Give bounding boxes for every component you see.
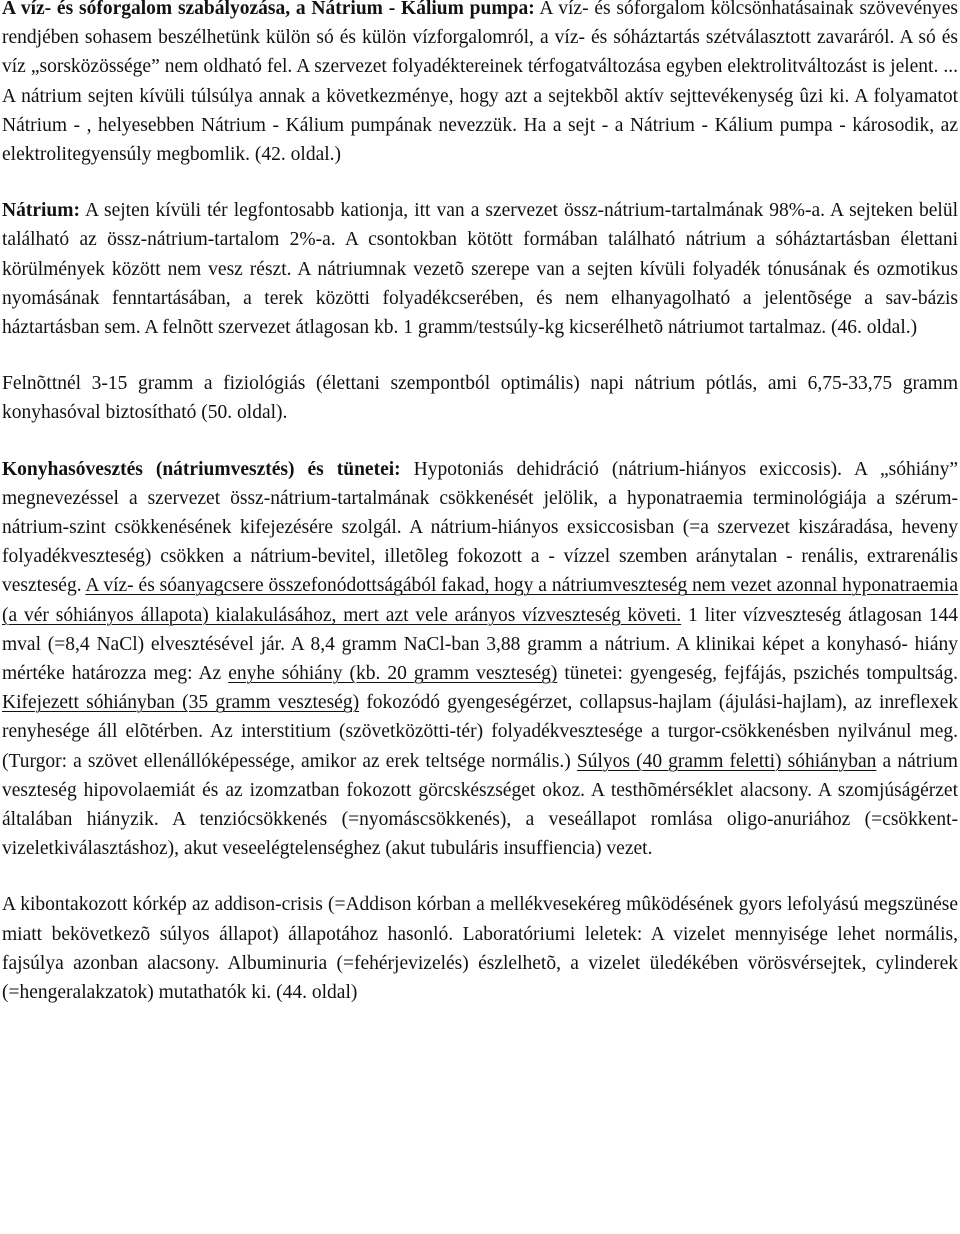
- paragraph-text: tünetei: gyengeség, fejfájás, pszichés tompultság.: [557, 663, 958, 685]
- paragraph-text: Hypotoniás dehidráció (nátrium-hiányos exiccosis). A „sóhiány” megnevezéssel a szervezet össz-nátrium-tartalmának csökkenését jelölik, a hyponatraemia terminológiája a szérum-nátrium-szint csökkenésének kifejezésére szolgál. A nátrium-hiányos exsiccosisban (=a szervezet kiszáradása, heveny folyadékveszteség) csökken a nátrium-bevitel, illetõleg fokozott a - vízzel szemben aránytalan - renális, extrarenális veszteség.: [2, 458, 958, 597]
- heading-salt-loss: Konyhasóvesztés (nátriumvesztés) és tünetei:: [2, 458, 401, 480]
- paragraph-salt-loss: [2, 455, 958, 864]
- heading-sodium: Nátrium:: [2, 200, 80, 222]
- paragraph-sodium: [2, 196, 958, 342]
- heading-sodium-potassium-pump: A víz- és sóforgalom szabályozása, a Nátrium - Kálium pumpa:: [2, 0, 535, 19]
- paragraph-text: 1 liter vízveszteség átlagosan 144 mval (=8,4 NaCl) elvesztésével jár. A 8,4 gramm NaCl-ban 3,88 gramm a nátrium. A klinikai képet a konyhasó- hiány mértéke határozza meg: Az: [2, 604, 958, 685]
- paragraph-text: A sejten kívüli tér legfontosabb kationja, itt van a szervezet össz-nátrium-tartalmának 98%-a. A sejteken belül található az össz-nátrium-tartalom 2%-a. A csontokban kötött formában található nátrium a sóháztartásban élettani körülmények között nem vesz részt. A nátriumnak vezetõ szerepe van a sejten kívüli folyadék tónusának és ozmotikus nyomásának fenntartásában, a terek közötti folyadékcserében, és nem elhanyagolható a jelentõsége a sav-bázis háztartásban sem. A felnõtt szervezet átlagosan kb. 1 gramm/testsúly-kg kicserélhetõ nátriumot tartalmaz. (46. oldal.): [2, 200, 958, 339]
- paragraph-daily-intake: [2, 369, 958, 427]
- paragraph-text: A víz- és sóforgalom kölcsönhatásainak szövevényes rendjében sohasem beszélhetünk külön só és külön vízforgalomról, a víz- és sóháztartás szétválasztott zavaráról. A só és víz „sorsközössége” nem oldható fel. A szervezet folyadéktereinek térfogatváltozása egyben elektrolitváltozást is jelent. ... A nátrium sejten kívüli túlsúlya annak a következménye, hogy azt a sejtekbõl aktív sejttevékenység ûzi ki. A folyamatot Nátrium - , helyesebben Nátrium - Kálium pumpának nevezzük. Ha a sejt - a Nátrium - Kálium pumpa - károsodik, az elektrolitegyensúly megbomlik. (42. oldal.): [2, 0, 958, 166]
- paragraph-addison-crisis: [2, 890, 958, 1007]
- paragraph-text: fokozódó gyengeségérzet, collapsus-hajlam (ájulási-hajlam), az inreflexek renyhesége áll elõtérben. Az interstitium (szövetközötti-tér) folyadékvesztesége a turgor-csökkenésben nyilvánul meg. (Turgor: a szövet ellenállóképessége, amikor az erek teltsége normális.): [2, 692, 958, 772]
- underlined-text: enyhe sóhiány (kb. 20 gramm veszteség): [228, 663, 558, 685]
- underlined-text: Kifejezett sóhiányban (35 gramm veszteség): [2, 692, 360, 714]
- paragraph-text: A kibontakozott kórkép az addison-crisis (=Addison kórban a mellékvesekéreg mûködésének gyors lefolyású megszünése miatt bekövetkezõ súlyos állapot) állapotához hasonló. Laboratóriumi leletek: A vizelet mennyisége lehet normális, fajsúlya azonban alacsony. Albuminuria (=fehérjevizelés) észlelhetõ, a vizelet üledékében vörösvérsejtek, cylinderek (=hengeralakzatok) mutathatók ki. (44. oldal): [2, 894, 958, 1004]
- paragraph-sodium-potassium-pump: [2, 0, 958, 169]
- paragraph-text: Felnõttnél 3-15 gramm a fiziológiás (élettani szempontból optimális) napi nátrium pótlás, ami 6,75-33,75 gramm konyhasóval biztosítható (50. oldal).: [2, 373, 958, 424]
- underlined-text: Súlyos (40 gramm feletti) sóhiányban: [576, 750, 877, 772]
- paragraph-text: a nátrium veszteség hipovolaemiát és az izomzatban fokozott görcskészséget okoz. A testhõmérséklet alacsony. A szomjúságérzet általában hiányzik. A tenziócsökkenés (=nyomáscsökkenés), a veseállapot romlása oligo-anuriához (=csökkent-vizeletkiválasztáshoz), akut veseelégtelenséghez (akut tubuláris insuffiencia) vezet.: [2, 750, 958, 860]
- underlined-text: A víz- és sóanyagcsere összefonódottságából fakad, hogy a nátriumveszteség nem vezet azonnal hyponatraemia (a vér sóhiányos állapota) kialakulásához, mert azt vele arányos vízveszteség követi.: [2, 575, 958, 626]
